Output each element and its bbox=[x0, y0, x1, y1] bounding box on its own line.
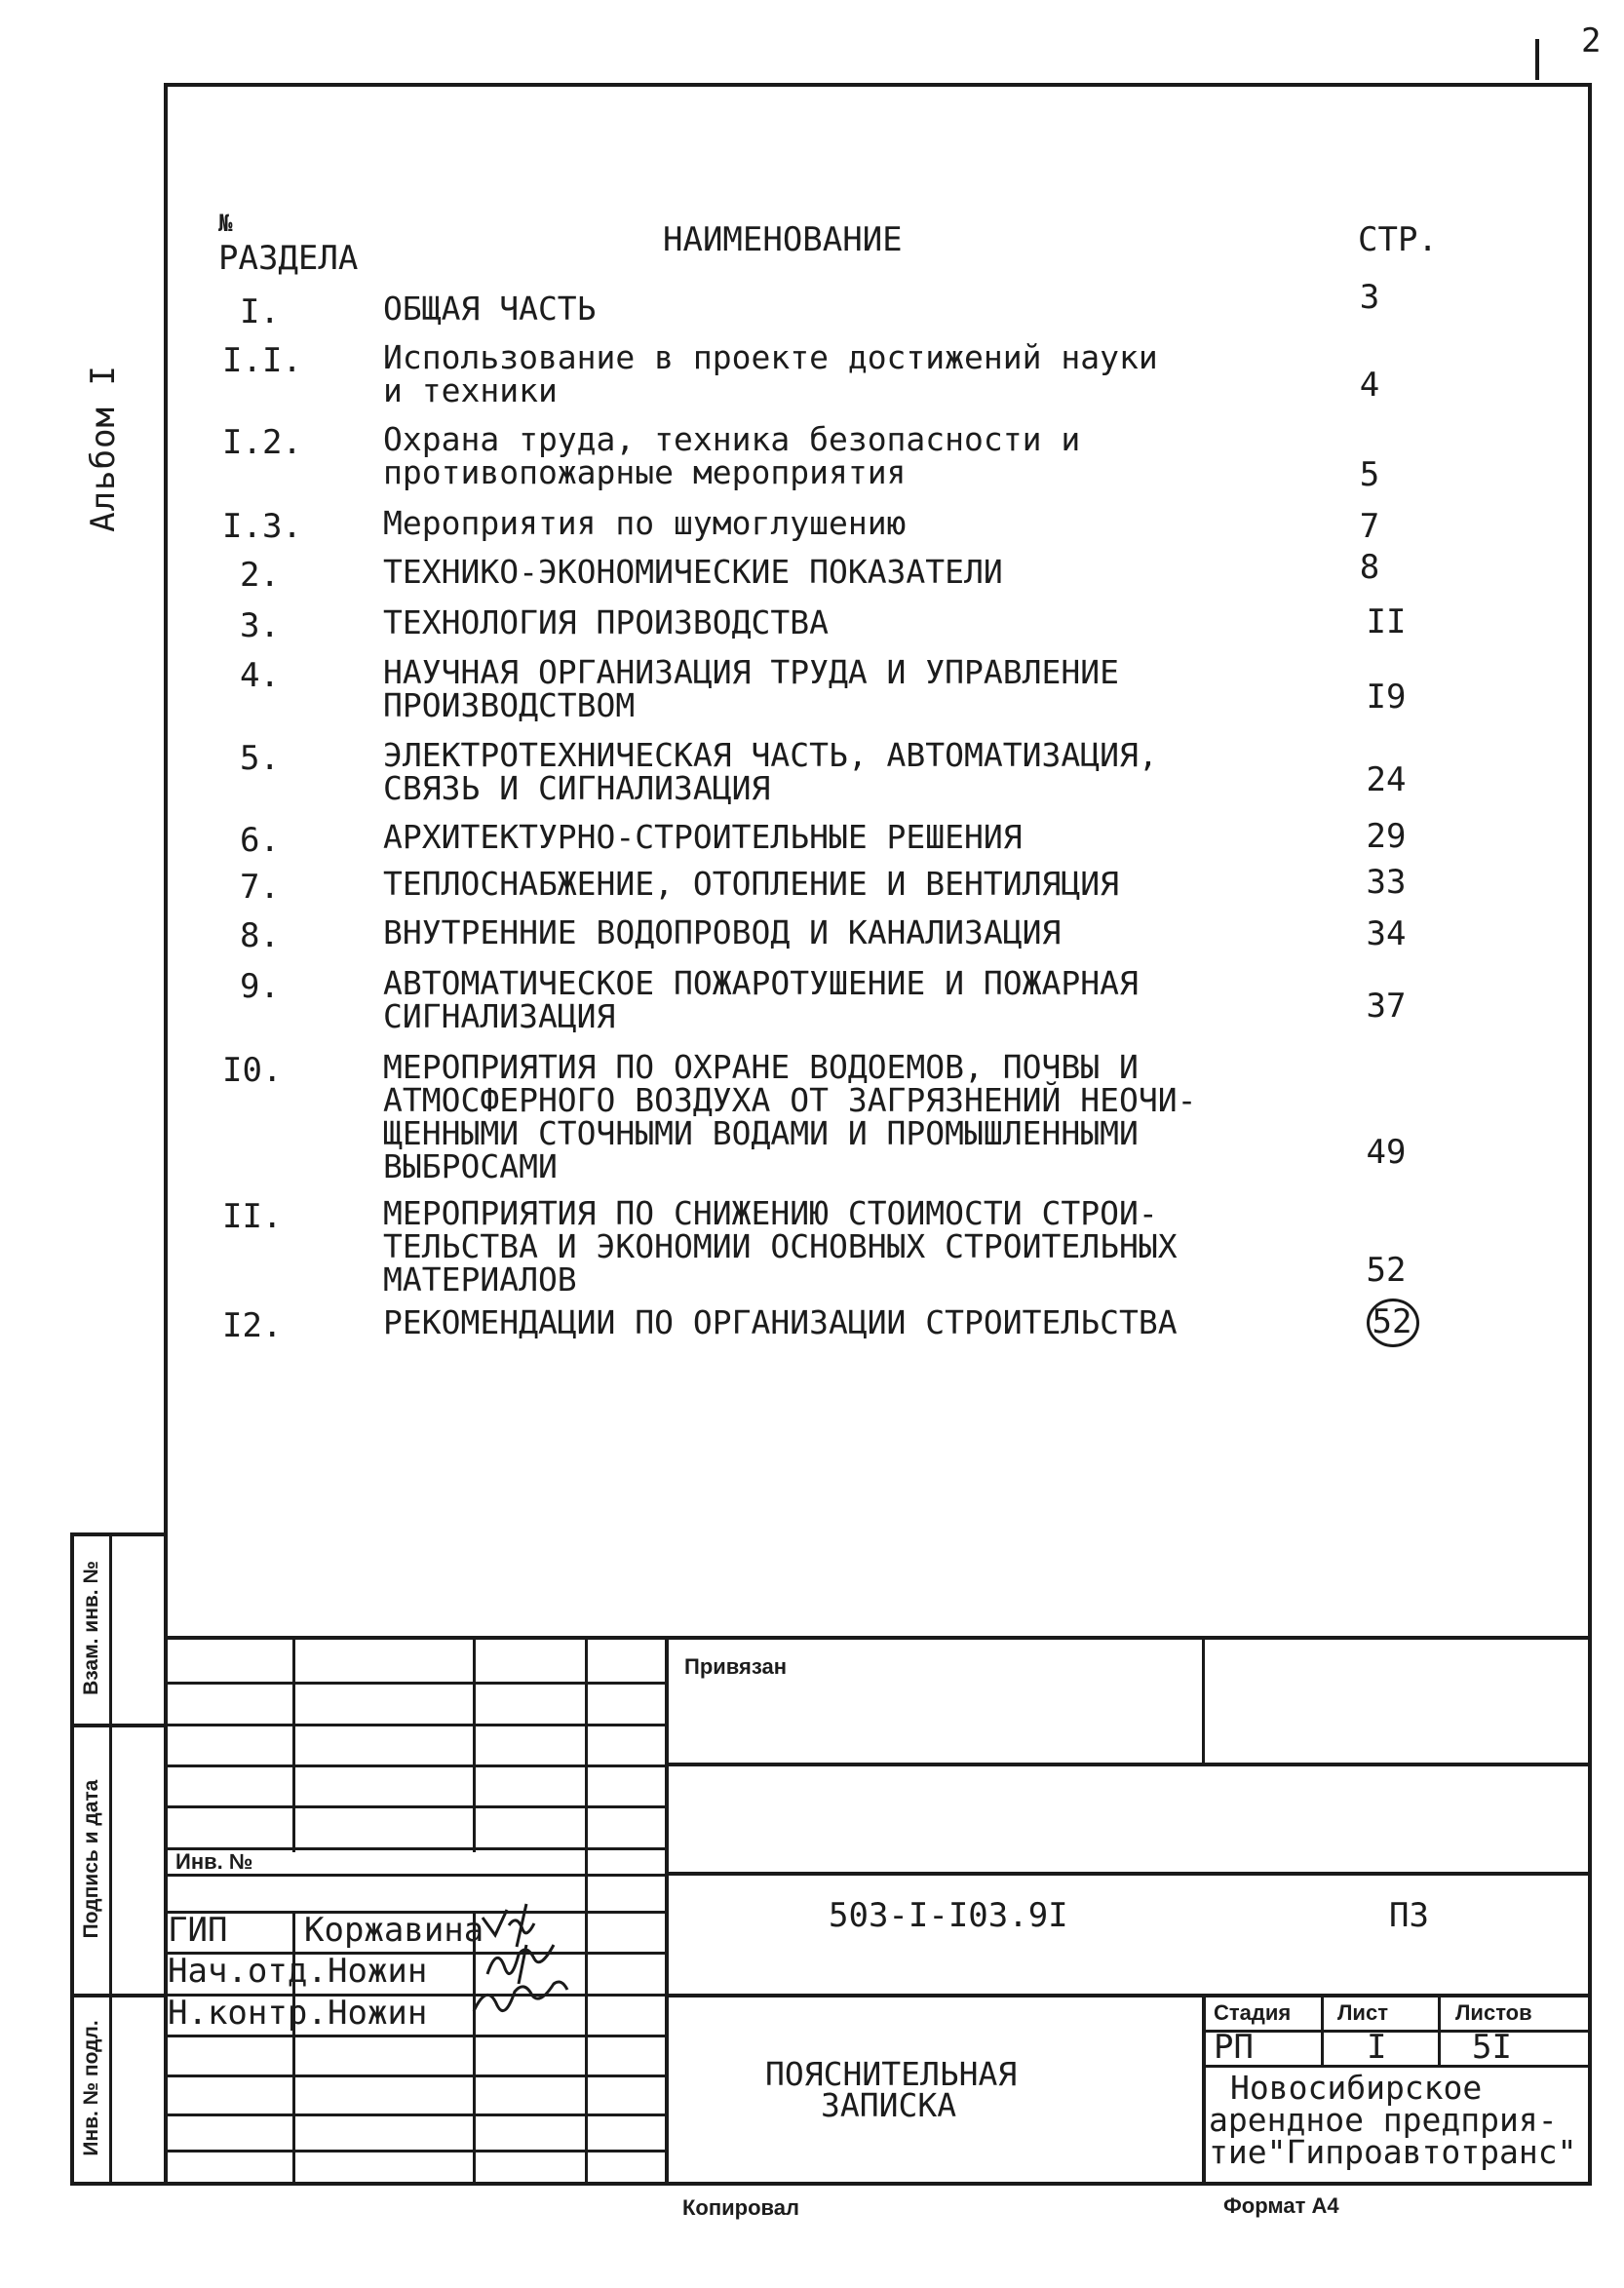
grid-hline bbox=[667, 1994, 1592, 1997]
toc-entry-page: 52 bbox=[1366, 1251, 1407, 1290]
toc-entry-title: МЕРОПРИЯТИЯ ПО СНИЖЕНИЮ СТОИМОСТИ СТРОИ- ТЕЛЬСТВА И ЭКОНОМИИ ОСНОВНЫХ СТРОИТЕЛЬНЫХ МАТЕРИАЛОВ bbox=[383, 1194, 1178, 1299]
toc-entry-number: 7. bbox=[240, 868, 280, 907]
grid-hline bbox=[164, 2113, 667, 2116]
grid-vline bbox=[1202, 1638, 1205, 1764]
staff-name: Коржавина bbox=[304, 1911, 484, 1950]
grid-hline bbox=[164, 1682, 667, 1685]
toc-entry-number: 6. bbox=[240, 821, 280, 860]
grid-hline bbox=[667, 1872, 1592, 1876]
toc-entry-page: II bbox=[1366, 602, 1407, 641]
toc-entry-title: АВТОМАТИЧЕСКОЕ ПОЖАРОТУШЕНИЕ И ПОЖАРНАЯ СИГНАЛИЗАЦИЯ bbox=[383, 964, 1139, 1035]
toc-entry-title: Использование в проекте достижений науки и техники bbox=[383, 338, 1158, 409]
toc-entry-number: I. bbox=[240, 292, 280, 331]
toc-entry-page: 3 bbox=[1359, 278, 1380, 317]
podpis-data-label: Подпись и дата bbox=[80, 1779, 102, 1939]
format-label: Формат А4 bbox=[1223, 2193, 1339, 2218]
grid-vline bbox=[1438, 1994, 1441, 2067]
toc-entry-number: I.3. bbox=[222, 507, 302, 546]
doc-type: ПЗ bbox=[1389, 1896, 1429, 1935]
grid-hline bbox=[164, 2035, 667, 2037]
org-line3: тие"Гипроавтотранс" bbox=[1209, 2133, 1577, 2171]
toc-entry-number: 8. bbox=[240, 916, 280, 955]
album-label: Альбом I bbox=[83, 365, 123, 532]
toc-entry-page: 7 bbox=[1359, 507, 1380, 546]
top-mark bbox=[1535, 39, 1539, 80]
grid-hline bbox=[1204, 2065, 1592, 2068]
toc-entry-title: ЭЛЕКТРОТЕХНИЧЕСКАЯ ЧАСТЬ, АВТОМАТИЗАЦИЯ, СВЯЗЬ И СИГНАЛИЗАЦИЯ bbox=[383, 736, 1158, 807]
side-strip-sep-line bbox=[70, 1724, 166, 1727]
grid-hline bbox=[164, 1805, 667, 1808]
toc-entry-page: 8 bbox=[1359, 548, 1380, 587]
toc-entry-number: I2. bbox=[222, 1306, 283, 1345]
toc-header-name: НАИМЕНОВАНИЕ bbox=[663, 220, 903, 259]
toc-entry-number: I.2. bbox=[222, 423, 302, 462]
toc-entry-title: ОБЩАЯ ЧАСТЬ bbox=[383, 290, 597, 328]
doc-title-line2: ЗАПИСКА bbox=[821, 2086, 957, 2124]
inv-podl-label: Инв. № подл. bbox=[80, 2020, 102, 2156]
signature-scribbles bbox=[468, 1896, 595, 2023]
toc-entry-number: 3. bbox=[240, 606, 280, 645]
side-strip-bottom-line bbox=[70, 2182, 166, 2186]
stage-label: Стадия bbox=[1214, 2000, 1292, 2025]
grid-hline bbox=[164, 2075, 667, 2077]
toc-header-number: № bbox=[218, 210, 233, 237]
org-line1: Новосибирское bbox=[1230, 2069, 1483, 2107]
grid-hline bbox=[164, 1764, 667, 1767]
grid-vline bbox=[473, 1638, 476, 1852]
toc-entry-title: АРХИТЕКТУРНО-СТРОИТЕЛЬНЫЕ РЕШЕНИЯ bbox=[383, 818, 1023, 856]
toc-entry-page: 33 bbox=[1366, 863, 1407, 902]
toc-header-page: СТР. bbox=[1358, 220, 1438, 259]
page-number: 2 bbox=[1581, 21, 1602, 60]
toc-entry-title: МЕРОПРИЯТИЯ ПО ОХРАНЕ ВОДОЕМОВ, ПОЧВЫ И АТМОСФЕРНОГО ВОЗДУХА ОТ ЗАГРЯЗНЕНИЙ НЕОЧИ- ЩЕННЫМИ СТОЧНЫМИ ВОДАМИ И ПРОМЫШЛЕННЫМИ ВЫБРОСАМИ bbox=[383, 1048, 1197, 1185]
toc-entry-page: 24 bbox=[1366, 760, 1407, 799]
doc-title-line1: ПОЯСНИТЕЛЬНАЯ bbox=[765, 2055, 1018, 2093]
toc-entry-page: I9 bbox=[1366, 678, 1407, 717]
inv-no-label: Инв. № bbox=[175, 1849, 253, 1874]
side-strip-inner-line bbox=[109, 1532, 112, 2186]
toc-entry-number: 4. bbox=[240, 656, 280, 695]
toc-entry-page: 34 bbox=[1366, 914, 1407, 953]
grid-hline bbox=[164, 2150, 667, 2152]
sheet-label: Лист bbox=[1337, 2000, 1388, 2025]
vzam-inv-label: Взам. инв. № bbox=[80, 1561, 102, 1695]
sheets-label: Листов bbox=[1455, 2000, 1532, 2025]
grid-vline bbox=[1202, 1994, 1206, 2186]
toc-entry-title: ТЕПЛОСНАБЖЕНИЕ, ОТОПЛЕНИЕ И ВЕНТИЛЯЦИЯ bbox=[383, 865, 1119, 903]
privyazan-label: Привязан bbox=[684, 1654, 788, 1679]
toc-entry-number: I0. bbox=[222, 1051, 283, 1090]
toc-entry-title: РЕКОМЕНДАЦИИ ПО ОРГАНИЗАЦИИ СТРОИТЕЛЬСТВА bbox=[383, 1303, 1178, 1341]
toc-entry-page: 52 bbox=[1372, 1302, 1412, 1341]
staff-name: Ножин bbox=[328, 1952, 428, 1991]
toc-entry-number: I.I. bbox=[222, 341, 302, 380]
toc-entry-title: ВНУТРЕННИЕ ВОДОПРОВОД И КАНАЛИЗАЦИЯ bbox=[383, 913, 1062, 951]
side-strip-sep-line bbox=[70, 1994, 166, 1997]
side-strip-outer-line bbox=[70, 1532, 74, 2186]
sheet-value: I bbox=[1367, 2028, 1387, 2067]
toc-entry-page: 29 bbox=[1366, 817, 1407, 856]
sheets-value: 5I bbox=[1472, 2028, 1512, 2067]
org-line2: арендное предприя- bbox=[1209, 2101, 1558, 2139]
toc-entry-title: ТЕХНОЛОГИЯ ПРОИЗВОДСТВА bbox=[383, 603, 829, 641]
toc-entry-number: 5. bbox=[240, 739, 280, 778]
page-circle-mark bbox=[1367, 1299, 1419, 1347]
grid-hline bbox=[667, 1763, 1592, 1766]
toc-entry-title: Мероприятия по шумоглушению bbox=[383, 504, 907, 542]
staff-role: Нач.отд. bbox=[168, 1952, 328, 1991]
staff-name: Ножин bbox=[328, 1994, 428, 2033]
staff-role: ГИП bbox=[168, 1911, 228, 1950]
stage-value: РП bbox=[1214, 2028, 1254, 2067]
staff-role: Н.контр. bbox=[168, 1994, 328, 2033]
grid-hline bbox=[1204, 2030, 1592, 2033]
toc-entry-page: 49 bbox=[1366, 1133, 1407, 1172]
toc-entry-number: 9. bbox=[240, 967, 280, 1006]
toc-entry-title: Охрана труда, техника безопасности и противопожарные мероприятия bbox=[383, 420, 1081, 491]
kopiroval-label: Копировал bbox=[682, 2195, 800, 2220]
toc-entry-title: ТЕХНИКО-ЭКОНОМИЧЕСКИЕ ПОКАЗАТЕЛИ bbox=[383, 553, 1003, 591]
toc-entry-title: НАУЧНАЯ ОРГАНИЗАЦИЯ ТРУДА И УПРАВЛЕНИЕ ПРОИЗВОДСТВОМ bbox=[383, 653, 1119, 724]
grid-vline bbox=[292, 1638, 295, 1852]
grid-hline bbox=[164, 1724, 667, 1726]
title-block-top-line bbox=[164, 1636, 1592, 1640]
toc-entry-page: 5 bbox=[1359, 455, 1380, 494]
toc-entry-number: 2. bbox=[240, 556, 280, 595]
toc-entry-page: 4 bbox=[1359, 366, 1380, 405]
toc-entry-number: II. bbox=[222, 1197, 283, 1236]
toc-entry-page: 37 bbox=[1366, 987, 1407, 1026]
grid-vline bbox=[1321, 1994, 1324, 2067]
toc-header-section: РАЗДЕЛА bbox=[218, 239, 359, 278]
doc-code: 503-I-I03.9I bbox=[829, 1896, 1068, 1935]
side-strip-top-line bbox=[70, 1532, 166, 1536]
